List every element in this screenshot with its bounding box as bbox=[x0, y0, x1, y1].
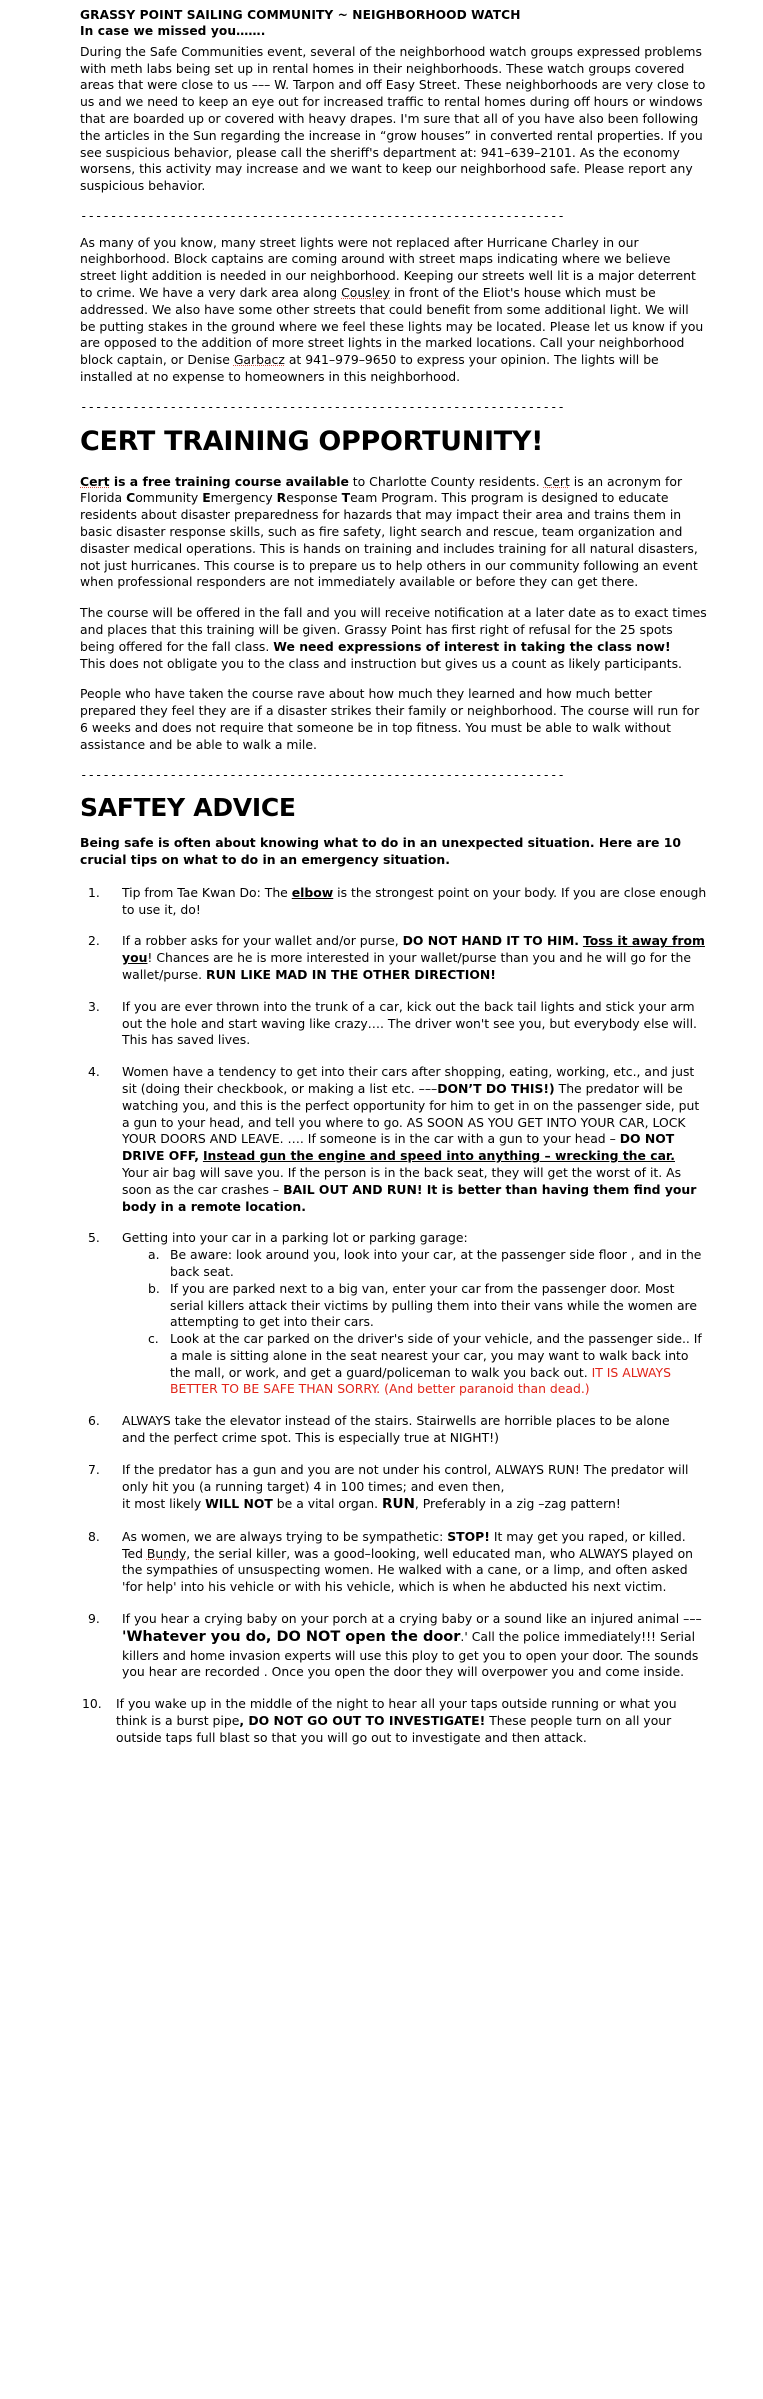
tip-6-text-a: ALWAYS take the elevator instead of the stairs. Stairwells are horrible places to be alone bbox=[122, 1413, 670, 1429]
tip-item-1 bbox=[80, 885, 708, 919]
tip-5a-text: Be aware: look around you, look into your car, at the passenger side floor , and in the back seat. bbox=[170, 1247, 702, 1279]
tip-10-text-b: These people turn on all your outside taps full blast so that you will go out to investigate and then attack. bbox=[116, 1712, 672, 1745]
tip-item-7 bbox=[80, 1462, 708, 1514]
misspelled-word-garbacz: Garbacz bbox=[233, 352, 285, 368]
tip-5b-text: If you are parked next to a big van, enter your car from the passenger door. Most serial killers attack their victims by pulling them into their vans while the women are attempting to get into their cars. bbox=[170, 1280, 697, 1330]
tip-4-text-d: Your air bag will save you. If the person is in the back seat, they will get the worst of it. As soon as the car crashes – bbox=[122, 1164, 682, 1197]
misspelled-word-cert-2: Cert bbox=[543, 473, 570, 489]
tip-4-gun-engine-emphasis: Instead gun the engine and speed into anything – wrecking the car. bbox=[202, 1148, 675, 1164]
tip-2-toss-emphasis: Toss it away from you bbox=[122, 933, 705, 966]
divider-rule-3: ----------------------------------------------------------------- bbox=[80, 767, 565, 782]
cert-acronym-lead: is an acronym for Florida bbox=[80, 473, 683, 506]
cert-fall-offering-text: The course will be offered in the fall and you will receive notification at a later date as to exact times and places that this training will be given. Grassy Point has first right of refusal for the 25 spots being offered for the fall class. bbox=[80, 605, 707, 654]
tip-8-text-c: , the serial killer, was a good–looking, well educated man, who ALWAYS played on the sympathies of unsuspecting women. He walked with a cane, or a limp, and often asked 'for help' into his vehicle or with his vehicle, which is when he abducted his next victim. bbox=[122, 1545, 693, 1595]
tip-10-text-a: If you wake up in the middle of the night to hear all your taps outside running or what you think is a burst pipe bbox=[116, 1696, 677, 1728]
street-lights-text-2: in front of the Eliot's house which must be addressed. We also have some other streets that could benefit from some additional light. We will be putting stakes in the ground where we feel these lights may be located. Please let us know if you are opposed to the addition of more street lights in the marked locations. Call your neighborhood block captain, or Denise bbox=[80, 284, 704, 368]
tip-4-text-b: The predator will be watching you, and this is the perfect opportunity for him to get in on the passenger side, put a gun to your head, and tell you where to go. AS SOON AS YOU GET INTO YOUR CAR, LOCK YOUR DOORS AND LEAVE. …. If someone is in the car with a gun to your head – bbox=[122, 1080, 700, 1147]
tip-4-text-a: Women have a tendency to get into their cars after shopping, eating, working, etc., and just sit (doing their checkbook, or making a list etc. ––– bbox=[122, 1064, 695, 1096]
tip-number-4: 4. bbox=[88, 1064, 100, 1080]
acronym-letter-e: E bbox=[202, 490, 211, 506]
tip-6-text-b: and the perfect crime spot. This is especially true at NIGHT!) bbox=[122, 1430, 499, 1446]
tip-item-3 bbox=[80, 999, 708, 1049]
tip-item-4 bbox=[80, 1064, 708, 1215]
misspelled-word-cousley: Cousley bbox=[341, 284, 391, 300]
tip-number-2: 2. bbox=[88, 933, 100, 949]
tip-2-text-c: ! Chances are he is more interested in your wallet/purse than you and he will go for the wallet/purse. bbox=[122, 950, 692, 982]
divider-rule-2: ----------------------------------------------------------------- bbox=[80, 399, 565, 414]
cert-section-title: CERT TRAINING OPPORTUNITY! bbox=[80, 426, 544, 458]
acronym-letter-t: T bbox=[341, 490, 351, 506]
safety-intro: Being safe is often about knowing what to do in an unexpected situation. Here are 10 crucial tips on what to do in an emergency situation. bbox=[80, 835, 681, 867]
cert-paragraph-3: People who have taken the course rave about how much they learned and how much better prepared they feel they are if a disaster strikes their family or neighborhood. The course will run for 6 weeks and does not require that someone be in top fitness. You must be able to walk without assistance and be able to walk a mile. bbox=[80, 686, 700, 752]
tip-5c-text: Look at the car parked on the driver's side of your vehicle, and the passenger side.. If a male is sitting alone in the seat nearest your car, you may want to walk back into the mall, or work, and get a guard/policeman to walk you back out. bbox=[170, 1331, 702, 1380]
cert-text-mid: to Charlotte County residents. bbox=[348, 473, 544, 489]
tip-number-6: 6. bbox=[88, 1413, 100, 1429]
sub-number-b: b. bbox=[148, 1280, 160, 1296]
tip-7-will-not-emphasis: WILL NOT bbox=[205, 1496, 273, 1512]
sub-number-c: c. bbox=[148, 1331, 159, 1347]
misspelled-word-cert-1: Cert bbox=[80, 473, 110, 489]
tip-4-bail-out-emphasis: BAIL OUT AND RUN! It is better than having them find your body in a remote location. bbox=[122, 1181, 697, 1214]
acronym-word-community: ommunity bbox=[135, 490, 203, 506]
tip-number-9: 9. bbox=[88, 1611, 100, 1627]
street-lights-text-3: at 941–979–9650 to express your opinion. The lights will be installed at no expense to homeowners in this neighborhood. bbox=[80, 352, 659, 384]
acronym-word-response: esponse bbox=[286, 490, 342, 506]
safety-tips-list bbox=[80, 885, 708, 1747]
tip-5-sub-c bbox=[148, 1331, 708, 1398]
tip-number-8: 8. bbox=[88, 1528, 100, 1544]
divider-rule-1: ----------------------------------------------------------------- bbox=[80, 208, 565, 223]
tip-5-text: Getting into your car in a parking lot or parking garage: bbox=[122, 1230, 468, 1246]
tip-5-sub-a bbox=[148, 1247, 708, 1281]
tip-1-elbow-emphasis: elbow bbox=[291, 884, 334, 900]
cert-bold-lead: is a free training course available bbox=[109, 473, 349, 489]
tip-8-text-a: As women, we are always trying to be sympathetic: bbox=[122, 1528, 448, 1544]
masthead bbox=[80, 8, 708, 40]
tip-4-do-not-drive-off: DO NOT DRIVE OFF, bbox=[122, 1131, 675, 1164]
tip-number-5: 5. bbox=[88, 1230, 100, 1246]
masthead-title: GRASSY POINT SAILING COMMUNITY ~ NEIGHBORHOOD WATCH bbox=[80, 8, 521, 22]
tip-number-3: 3. bbox=[88, 998, 100, 1014]
street-lights-paragraph bbox=[80, 235, 708, 386]
tip-3-text: If you are ever thrown into the trunk of a car, kick out the back tail lights and stick your arm out the hole and start waving like crazy…. The driver won't see you, but everybody else will. This has saved lives. bbox=[122, 998, 697, 1048]
sub-number-a: a. bbox=[148, 1247, 160, 1263]
cert-paragraph-1 bbox=[80, 474, 708, 592]
acronym-letter-r: R bbox=[276, 490, 287, 506]
tip-9-door-warning: 'Whatever you do, DO NOT open the door bbox=[122, 1628, 461, 1645]
tip-item-2 bbox=[80, 933, 708, 983]
safety-section-title: SAFTEY ADVICE bbox=[80, 793, 296, 823]
cert-paragraph-2 bbox=[80, 605, 708, 655]
tip-7-text-b: it most likely bbox=[122, 1496, 206, 1512]
cert-interest-callout: We need expressions of interest in taking the class now! bbox=[273, 638, 671, 654]
tip-9-text-b: .' Call the police immediately!!! Serial killers and home invasion experts will use this ploy to get you to open your door. The sounds you hear are recorded . Once you open the door they will overpower you and come inside. bbox=[122, 1628, 699, 1680]
acronym-letter-c: C bbox=[126, 490, 136, 506]
tip-item-10 bbox=[80, 1696, 708, 1746]
tip-7-text-a: If the predator has a gun and you are not under his control, ALWAYS RUN! The predator will only hit you (a running target) 4 in 100 times; and even then, bbox=[122, 1461, 689, 1494]
tip-2-text-a: If a robber asks for your wallet and/or purse, bbox=[122, 933, 403, 949]
tip-8-stop-emphasis: STOP! bbox=[447, 1528, 490, 1544]
tip-7-run-emphasis: RUN bbox=[382, 1496, 415, 1513]
misspelled-word-bundy: Bundy bbox=[146, 1545, 187, 1561]
tip-2-bold-2: RUN LIKE MAD IN THE OTHER DIRECTION! bbox=[206, 966, 496, 982]
cert-paragraph-2b: This does not obligate you to the class and instruction but gives us a count as likely participants. bbox=[80, 655, 682, 671]
tip-number-1: 1. bbox=[88, 884, 100, 900]
tip-10-investigate-warning: , DO NOT GO OUT TO INVESTIGATE! bbox=[239, 1712, 486, 1728]
street-lights-text-1: As many of you know, many street lights were not replaced after Hurricane Charley in our neighborhood. Block captains are coming around with street maps indicating where we believe street light addition is needed in our neighborhood. Keeping our streets well lit is a major deterrent to crime. We have a very dark area along bbox=[80, 234, 696, 300]
meth-lab-paragraph: During the Safe Communities event, several of the neighborhood watch groups expressed problems with meth labs being set up in rental homes in their neighborhoods. These watch groups covered areas that were close to us ––– W. Tarpon and off Easy Street. These neighborhoods are very close to us and we need to keep an eye out for increased traffic to rental homes during off hours or windows that are boarded up or covered with heavy drapes. I'm sure that all of you have also been following the articles in the Sun regarding the increase in “grow houses” in converted rental properties. If you see suspicious behavior, please call the sheriff's department at: 941–639–2101. As the economy worsens, this activity may increase and we want to keep our neighborhood safe. Please report any suspicious behavior. bbox=[80, 43, 706, 194]
tip-4-dont-do-this: DON’T DO THIS!) bbox=[437, 1080, 555, 1096]
tip-7-text-d: , Preferably in a zig –zag pattern! bbox=[414, 1496, 621, 1512]
tip-1-text-a: Tip from Tae Kwan Do: The bbox=[122, 884, 292, 900]
tip-item-6 bbox=[80, 1413, 708, 1447]
tip-9-text-a: If you hear a crying baby on your porch at a crying baby or a sound like an injured animal ––– bbox=[122, 1611, 702, 1627]
tip-5c-red-warning: IT IS ALWAYS BETTER TO BE SAFE THAN SORRY. (And better paranoid than dead.) bbox=[170, 1364, 671, 1397]
tip-item-9 bbox=[80, 1611, 708, 1681]
tip-number-10: 10. bbox=[82, 1696, 102, 1712]
tip-item-8 bbox=[80, 1529, 708, 1596]
cert-paragraph-1-rest: eam Program. This program is designed to educate residents about disaster preparedness for hazards that may impact their area and trains them in basic disaster response skills, such as fire safety, light search and rescue, team organization and disaster medical operations. This is hands on training and includes training for all natural disasters, not just hurricanes. This course is to prepare us to help others in our community following an event when professional responders are not immediately available or before they can get there. bbox=[80, 490, 698, 590]
acronym-word-emergency: mergency bbox=[210, 490, 277, 506]
tip-2-bold-1: DO NOT HAND IT TO HIM. bbox=[402, 933, 579, 949]
tip-5-sub-b bbox=[148, 1281, 708, 1331]
tip-7-text-c: be a vital organ. bbox=[272, 1496, 383, 1512]
tip-1-text-b: is the strongest point on your body. If you are close enough to use it, do! bbox=[122, 884, 707, 917]
tip-5-sublist bbox=[122, 1247, 708, 1398]
masthead-subtitle: In case we missed you……. bbox=[80, 23, 266, 38]
tip-item-5 bbox=[80, 1230, 708, 1398]
tip-8-text-b: It may get you raped, or killed. Ted bbox=[122, 1528, 686, 1561]
tip-number-7: 7. bbox=[88, 1461, 100, 1477]
